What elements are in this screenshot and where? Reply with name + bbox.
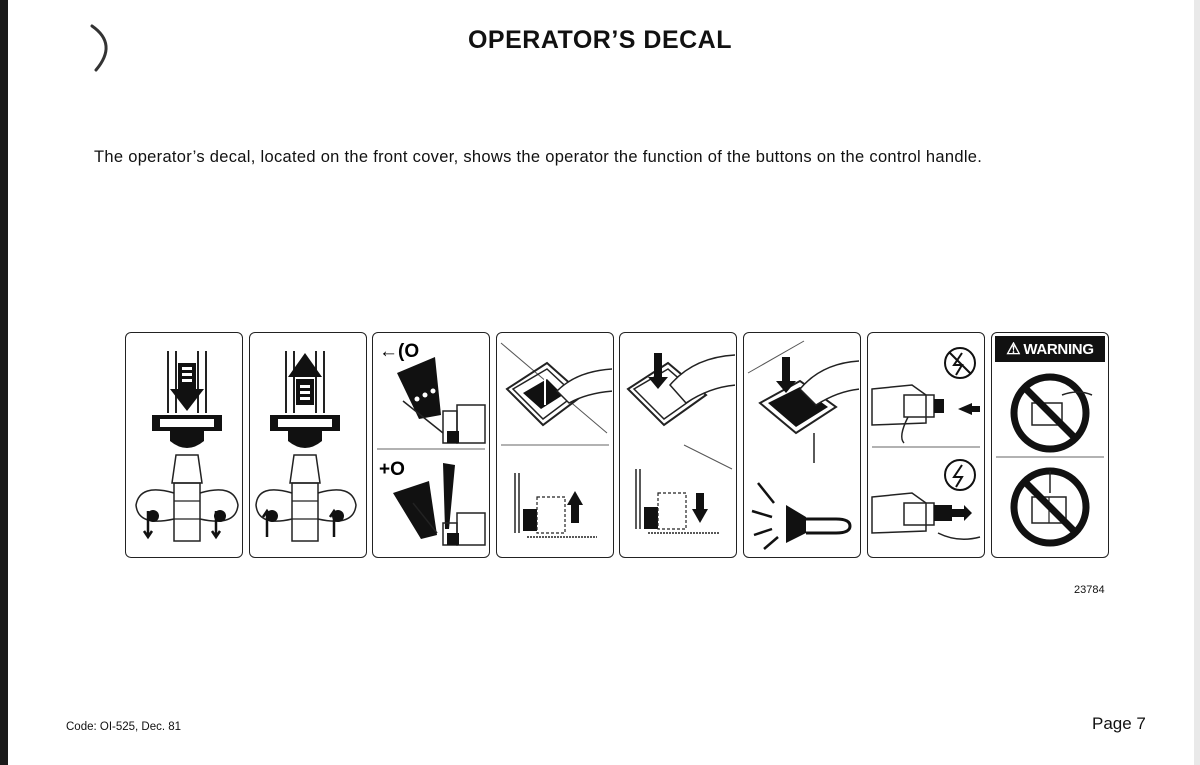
decal-panel-handle-tilt (372, 332, 490, 558)
svg-text:←(O: ←(O (379, 341, 420, 362)
decal-panel-horn-button (743, 332, 861, 558)
horn-button-icon (744, 333, 859, 556)
lift-button-icon (497, 333, 612, 556)
page-number: Page 7 (1092, 714, 1146, 733)
decal-panel-lower-forks (125, 332, 243, 558)
forks-lower-icon (126, 333, 241, 556)
scan-edge-right (1194, 0, 1200, 765)
decal-part-number: 23784 (1074, 584, 1105, 596)
warning-label: WARNING (1023, 340, 1094, 358)
scan-edge-left (0, 0, 8, 765)
decal-panel-lift-button (496, 332, 614, 558)
battery-connector-icon (868, 333, 983, 556)
document-code: Code: OI-525, Dec. 81 (66, 721, 182, 733)
handle-tilt-icon (373, 333, 488, 556)
decal-panel-warning (991, 332, 1109, 558)
decal-panel-raise-forks (249, 332, 367, 558)
intro-paragraph: The operator’s decal, located on the front cover, shows the operator the function of the buttons on the control handle. (94, 148, 983, 166)
warning-triangle-icon: ⚠ (1006, 341, 1021, 358)
forks-raise-icon (250, 333, 365, 556)
lower-button-icon (620, 333, 735, 556)
warning-prohibition-icon (992, 333, 1107, 556)
operator-decal (122, 330, 1120, 562)
decal-panel-battery-connector (867, 332, 985, 558)
svg-text:+O: +O (379, 459, 405, 480)
page-title: OPERATOR’S DECAL (467, 26, 733, 54)
decal-panel-lower-button (619, 332, 737, 558)
